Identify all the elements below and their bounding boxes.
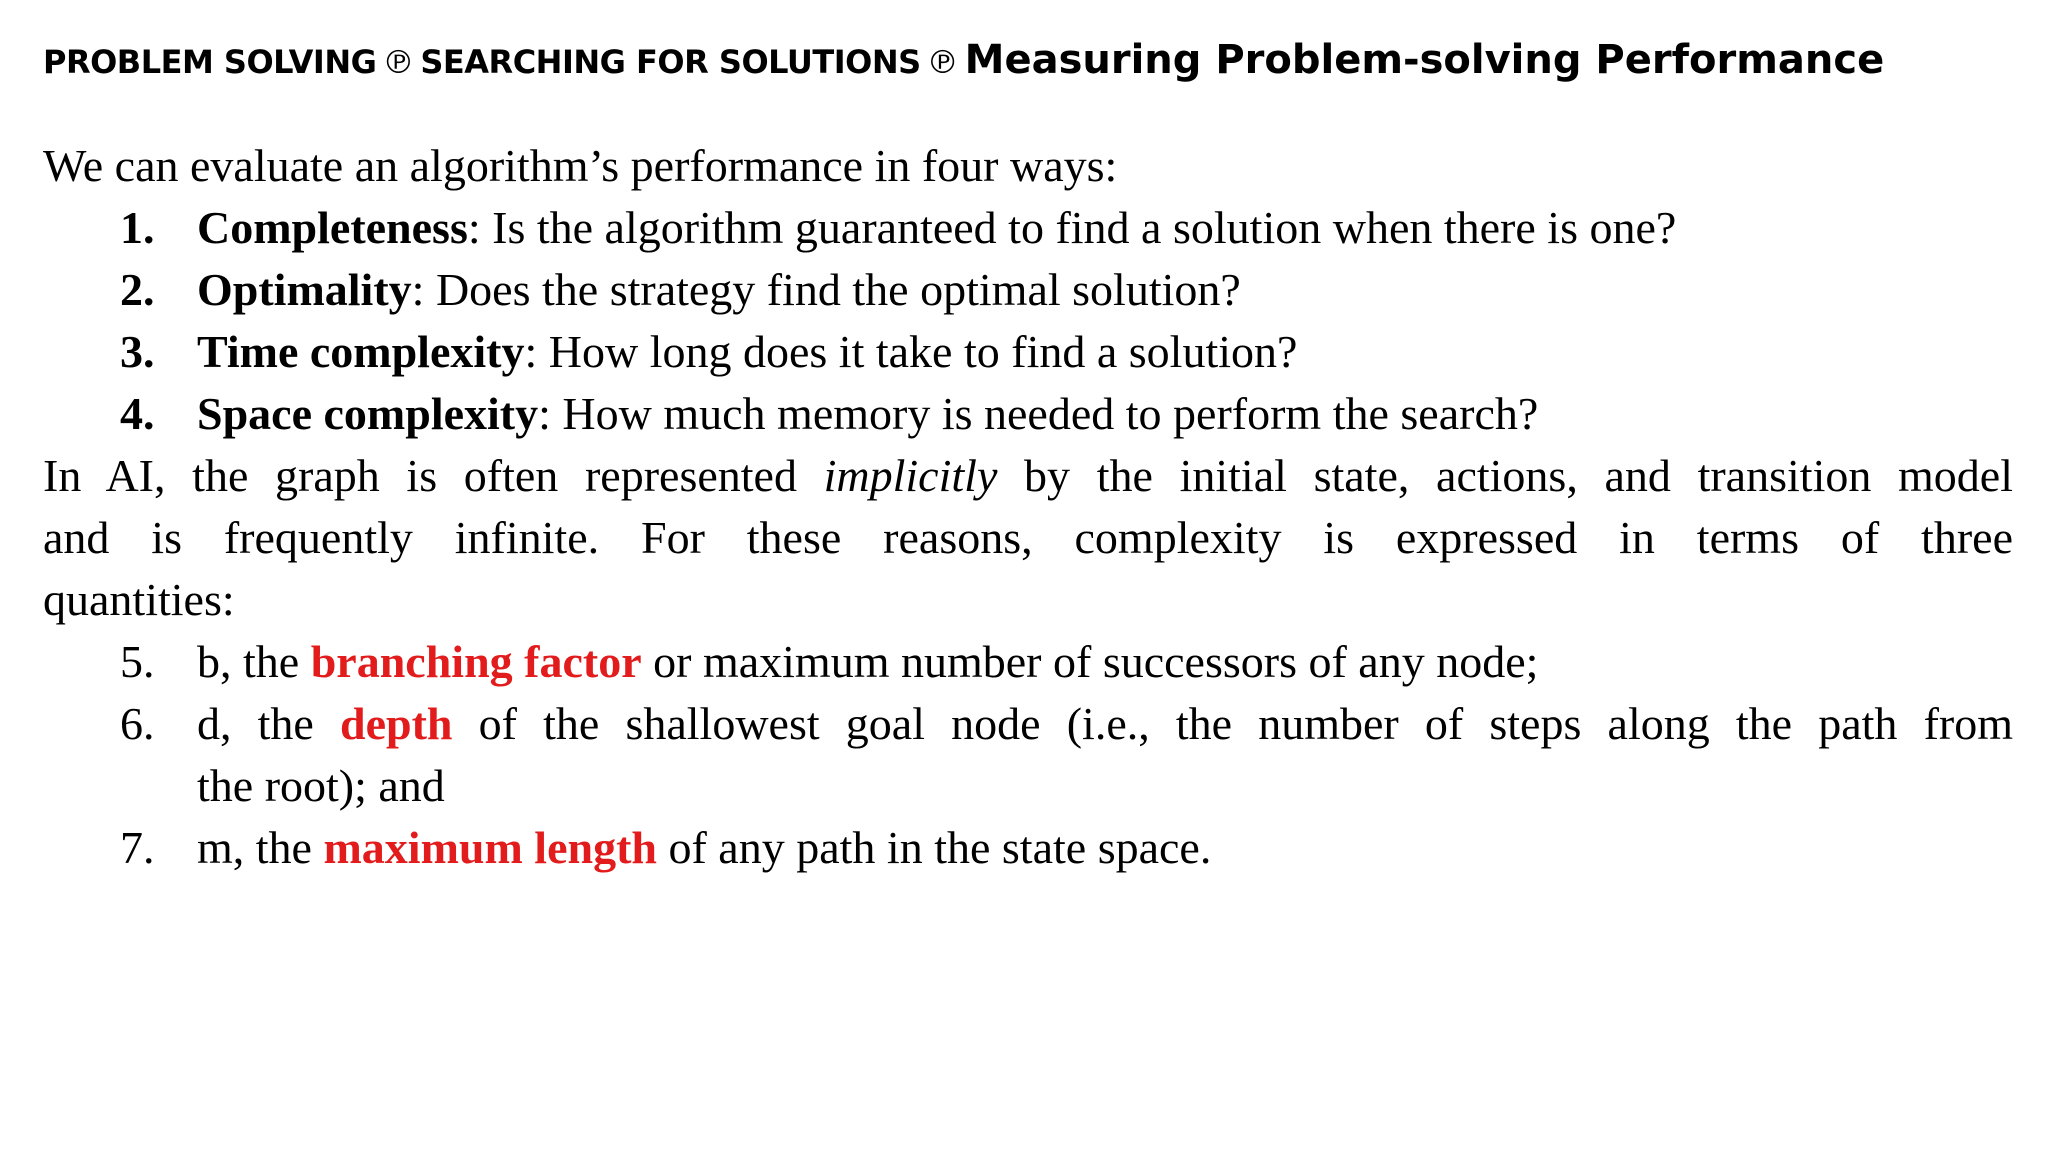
quantity-text: d, the: [197, 698, 340, 749]
list-number: 1.: [120, 202, 155, 253]
paragraph-emphasis: implicitly: [823, 450, 998, 501]
breadcrumb: [43, 30, 1884, 98]
criteria-description: : Does the strategy find the optimal solution?: [411, 264, 1241, 315]
quantity-continuation: the root); and: [197, 760, 445, 811]
slide-body: [43, 135, 2013, 879]
criteria-term: Space complexity: [197, 388, 539, 439]
criteria-item: [43, 197, 2013, 259]
criteria-term: Completeness: [197, 202, 468, 253]
list-number: 6.: [120, 698, 155, 749]
breadcrumb-subsection: SEARCHING FOR SOLUTIONS: [420, 43, 921, 81]
page-title: Measuring Problem-solving Performance: [964, 37, 1885, 83]
quantity-item: [43, 817, 2013, 879]
criteria-item: [43, 321, 2013, 383]
criteria-description: : How long does it take to find a solution?: [524, 326, 1298, 377]
breadcrumb-separator: ℗: [926, 43, 959, 81]
criteria-description: : How much memory is needed to perform the search?: [538, 388, 1539, 439]
quantity-item: [43, 693, 2013, 817]
criteria-term: Optimality: [197, 264, 412, 315]
list-number: 7.: [120, 822, 155, 873]
paragraph-text: In AI, the graph is often represented: [43, 450, 824, 501]
quantity-item: [43, 631, 2013, 693]
quantity-highlight: depth: [340, 698, 453, 749]
quantity-text: or maximum number of successors of any node;: [641, 636, 1539, 687]
list-number: 3.: [120, 326, 155, 377]
paragraph-line: quantities:: [43, 574, 235, 625]
quantity-text: m, the: [197, 822, 324, 873]
quantity-highlight: branching factor: [310, 636, 642, 687]
paragraph-line: and is frequently infinite. For these reasons, complexity is expressed in terms of three: [43, 512, 2013, 563]
paragraph-line: [43, 445, 2013, 507]
list-number: 4.: [120, 388, 155, 439]
quantity-text: of the shallowest goal node (i.e., the number of steps along the path from: [452, 698, 2013, 749]
criteria-item: [43, 259, 2013, 321]
breadcrumb-separator: ℗: [382, 43, 415, 81]
criteria-item: [43, 383, 2013, 445]
quantity-highlight: maximum length: [323, 822, 657, 873]
paragraph-text: by the initial state, actions, and transition model: [997, 450, 2013, 501]
breadcrumb-section: PROBLEM SOLVING: [43, 43, 377, 81]
quantity-text: b, the: [197, 636, 311, 687]
list-number: 5.: [120, 636, 155, 687]
quantity-line: [120, 693, 2013, 755]
list-number: 2.: [120, 264, 155, 315]
intro-text: We can evaluate an algorithm’s performance in four ways:: [43, 140, 1118, 191]
criteria-term: Time complexity: [197, 326, 525, 377]
criteria-description: : Is the algorithm guaranteed to find a solution when there is one?: [467, 202, 1677, 253]
quantity-text: of any path in the state space.: [656, 822, 1212, 873]
